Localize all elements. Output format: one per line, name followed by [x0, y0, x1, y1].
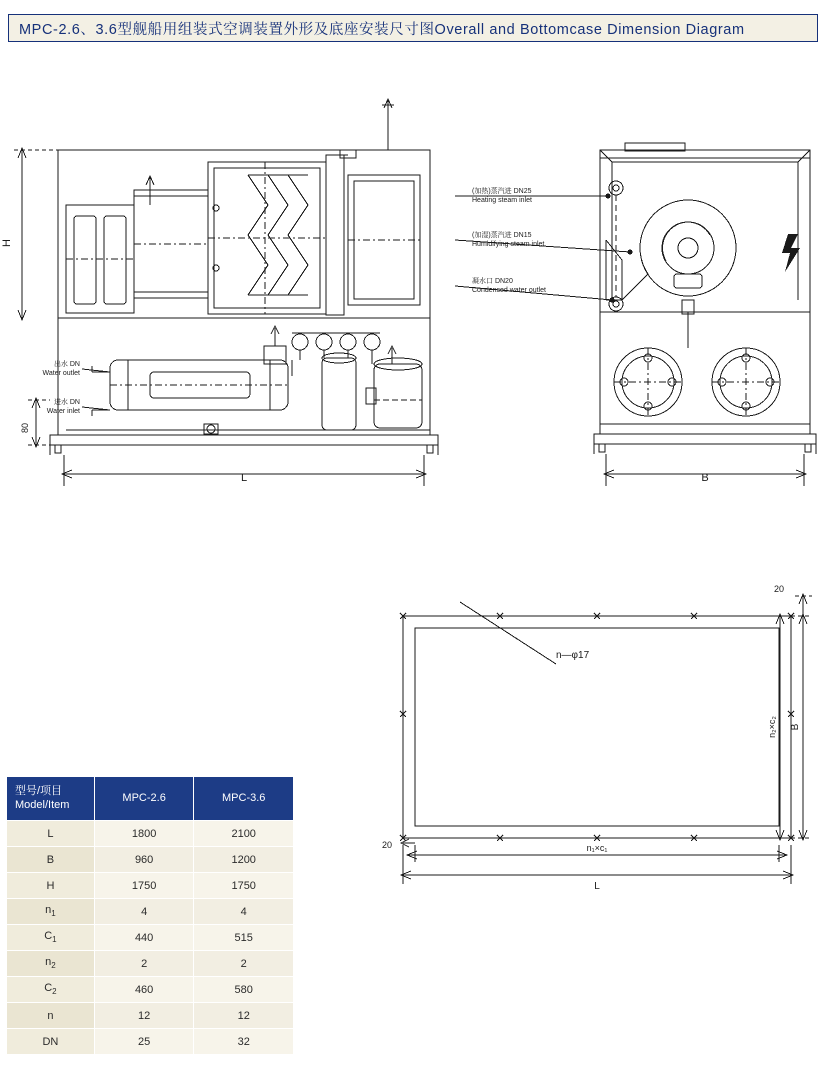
row-value-mpc36: 32: [194, 1029, 294, 1055]
label-base-dim-top-right: 20: [773, 584, 785, 594]
row-item: $C_1$: [7, 925, 95, 951]
row-item: L: [7, 821, 95, 847]
label-dim-80: 80: [20, 422, 30, 434]
row-item: $n_1$: [7, 899, 95, 925]
column-header-mpc26: MPC-2.6: [94, 777, 194, 821]
row-value-mpc36: 4: [194, 899, 294, 925]
callout-water-inlet-cn: 进水 DN: [53, 399, 80, 406]
callout-heating-steam-en: Heating steam inlet: [472, 197, 532, 204]
gauge-row: [292, 333, 380, 364]
row-value-mpc36: 1200: [194, 847, 294, 873]
table-row: [7, 873, 294, 899]
callout-condensed-water-cn: 凝水口 DN20: [472, 278, 513, 285]
table-row: [7, 1003, 294, 1029]
spec-table: [6, 776, 294, 1055]
label-hole-note: n—φ17: [556, 650, 590, 661]
row-item: n: [7, 1003, 95, 1029]
base-plan-holes: [400, 613, 794, 841]
fan-housing: [640, 200, 736, 296]
label-base-dim-bottom-inner: n₁×c₁: [586, 843, 608, 853]
dim-height: [14, 148, 58, 320]
row-item: $n_2$: [7, 951, 95, 977]
row-value-mpc26: 1750: [94, 873, 194, 899]
base-dim-top-right: [795, 594, 812, 616]
base-plan-inner: [415, 628, 779, 826]
row-value-mpc36: 2100: [194, 821, 294, 847]
row-value-mpc36: 515: [194, 925, 294, 951]
table-row: [7, 821, 294, 847]
callout-humidifying-steam-cn: (加湿)蒸汽进 DN15: [472, 232, 532, 239]
table-row: [7, 899, 294, 925]
hole-callout-leader: [460, 602, 556, 664]
row-item-subscript: 1: [51, 909, 56, 919]
table-row: [7, 925, 294, 951]
table-body: [7, 821, 294, 1055]
electrical-hazard-icon: [782, 234, 800, 272]
row-value-mpc26: 460: [94, 977, 194, 1003]
row-item-subscript: 1: [52, 935, 57, 945]
label-base-dim-right-inner: n₂×c₂: [767, 716, 777, 738]
column-header-mpc36: MPC-3.6: [194, 777, 294, 821]
row-item: DN: [7, 1029, 95, 1055]
row-item: B: [7, 847, 95, 873]
row-value-mpc36: 1750: [194, 873, 294, 899]
row-value-mpc26: 4: [94, 899, 194, 925]
front-callout-leaders: [82, 369, 110, 410]
table-header-row: [7, 777, 294, 821]
table-row: [7, 977, 294, 1003]
column-header-model-en: Model/Item: [15, 798, 70, 811]
front-big-tank: [374, 364, 422, 428]
column-header-model: [7, 777, 95, 821]
label-dim-B: B: [701, 472, 709, 484]
row-item-subscript: 2: [52, 987, 57, 997]
row-value-mpc26: 12: [94, 1003, 194, 1029]
dim-base-height: [28, 398, 50, 447]
callout-water-outlet-cn: 出水 DN: [53, 361, 80, 368]
front-small-tank: [322, 358, 356, 430]
callout-water-outlet-en: Water outlet: [42, 370, 80, 377]
front-view-base: [50, 435, 438, 445]
row-value-mpc26: 25: [94, 1029, 194, 1055]
callout-water-inlet-en: Water inlet: [46, 408, 80, 415]
side-view-base: [594, 434, 816, 444]
callout-humidifying-steam-en: Humidifying steam inlet: [472, 241, 545, 248]
label-dim-L: L: [240, 472, 248, 484]
table-row: [7, 847, 294, 873]
callout-condensed-water-en: Condensed water outlet: [472, 287, 546, 294]
callout-heating-steam-cn: (加热)蒸汽进 DN25: [472, 188, 532, 195]
row-item: H: [7, 873, 95, 899]
row-value-mpc26: 1800: [94, 821, 194, 847]
row-value-mpc26: 2: [94, 951, 194, 977]
base-plan-outline: [403, 616, 791, 838]
row-value-mpc26: 440: [94, 925, 194, 951]
side-callout-leaders: [455, 194, 632, 302]
label-base-dim-right-outer: B: [790, 723, 801, 731]
table-row: [7, 951, 294, 977]
table-row: [7, 1029, 294, 1055]
label-dim-H: H: [1, 239, 13, 247]
row-value-mpc36: 12: [194, 1003, 294, 1029]
side-view-upper: [600, 150, 810, 312]
label-base-dim-bottom-outer: L: [594, 881, 600, 892]
row-value-mpc36: 2: [194, 951, 294, 977]
page-title: MPC-2.6、3.6型舰船用组装式空调装置外形及底座安装尺寸图Overall and Bottomcase Dimension Diagram: [19, 21, 745, 38]
label-base-dim-bottom-left: 20: [381, 840, 393, 850]
row-value-mpc36: 580: [194, 977, 294, 1003]
row-value-mpc26: 960: [94, 847, 194, 873]
row-item: $C_2$: [7, 977, 95, 1003]
column-header-model-cn: 型号/项目: [15, 784, 63, 797]
row-item-subscript: 2: [51, 961, 56, 971]
